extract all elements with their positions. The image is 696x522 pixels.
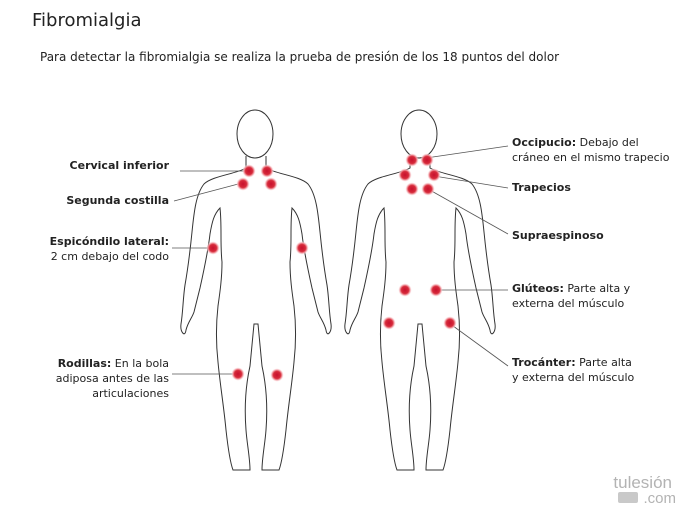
- point-back-supraspinatus-left: [406, 183, 419, 196]
- label-trocanter: Trocánter: Parte alta y externa del músculo: [512, 356, 635, 384]
- point-front-cervical-right: [261, 165, 274, 178]
- point-front-elbow-left: [207, 242, 220, 255]
- point-front-elbow-right: [296, 242, 309, 255]
- label-supraespinoso: Supraespinoso: [512, 229, 604, 242]
- label-cervical-inferior: Cervical inferior: [69, 159, 169, 172]
- leader-costilla: [174, 183, 242, 201]
- label-gluteos: Glúteos: Parte alta y externa del músculo: [512, 282, 631, 310]
- label-epicondilo: Espicóndilo lateral: 2 cm debajo del codo: [49, 235, 169, 263]
- leader-occipucio: [426, 146, 508, 158]
- tulesion-logo: [613, 473, 676, 507]
- label-trapecios: Trapecios: [512, 181, 571, 194]
- point-front-knee-left: [232, 368, 245, 381]
- tender-points: [207, 154, 457, 382]
- point-back-trapezius-left: [399, 169, 412, 182]
- front-body-outline: [181, 110, 331, 470]
- point-front-cervical-left: [243, 165, 256, 178]
- logo-brand-text: tulesión: [613, 473, 672, 492]
- label-rodillas: Rodillas: En la bola adiposa antes de las articulaciones: [55, 357, 169, 400]
- point-front-knee-right: [271, 369, 284, 382]
- point-front-costilla-left: [237, 178, 250, 191]
- point-back-gluteal-right: [430, 284, 443, 297]
- point-back-supraspinatus-right: [422, 183, 435, 196]
- leader-supraespinoso: [428, 189, 508, 234]
- page-subtitle: Para detectar la fibromialgia se realiza la prueba de presión de los 18 puntos del dolor: [40, 50, 560, 64]
- point-back-trapezius-right: [428, 169, 441, 182]
- point-back-trochanter-left: [383, 317, 396, 330]
- point-front-costilla-right: [265, 178, 278, 191]
- point-back-trochanter-right: [444, 317, 457, 330]
- page-title: Fibromialgia: [32, 10, 142, 31]
- point-back-gluteal-left: [399, 284, 412, 297]
- label-occipucio: Occipucio: Debajo del cráneo en el mismo trapecio: [512, 136, 670, 164]
- logo-underline-badge: [618, 492, 638, 503]
- leader-trapecios: [434, 176, 508, 188]
- point-back-occiput-right: [421, 154, 434, 167]
- leader-lines: [172, 146, 508, 374]
- point-back-occiput-left: [406, 154, 419, 167]
- label-segunda-costilla: Segunda costilla: [66, 194, 169, 207]
- logo-domain-text: .com: [643, 490, 676, 507]
